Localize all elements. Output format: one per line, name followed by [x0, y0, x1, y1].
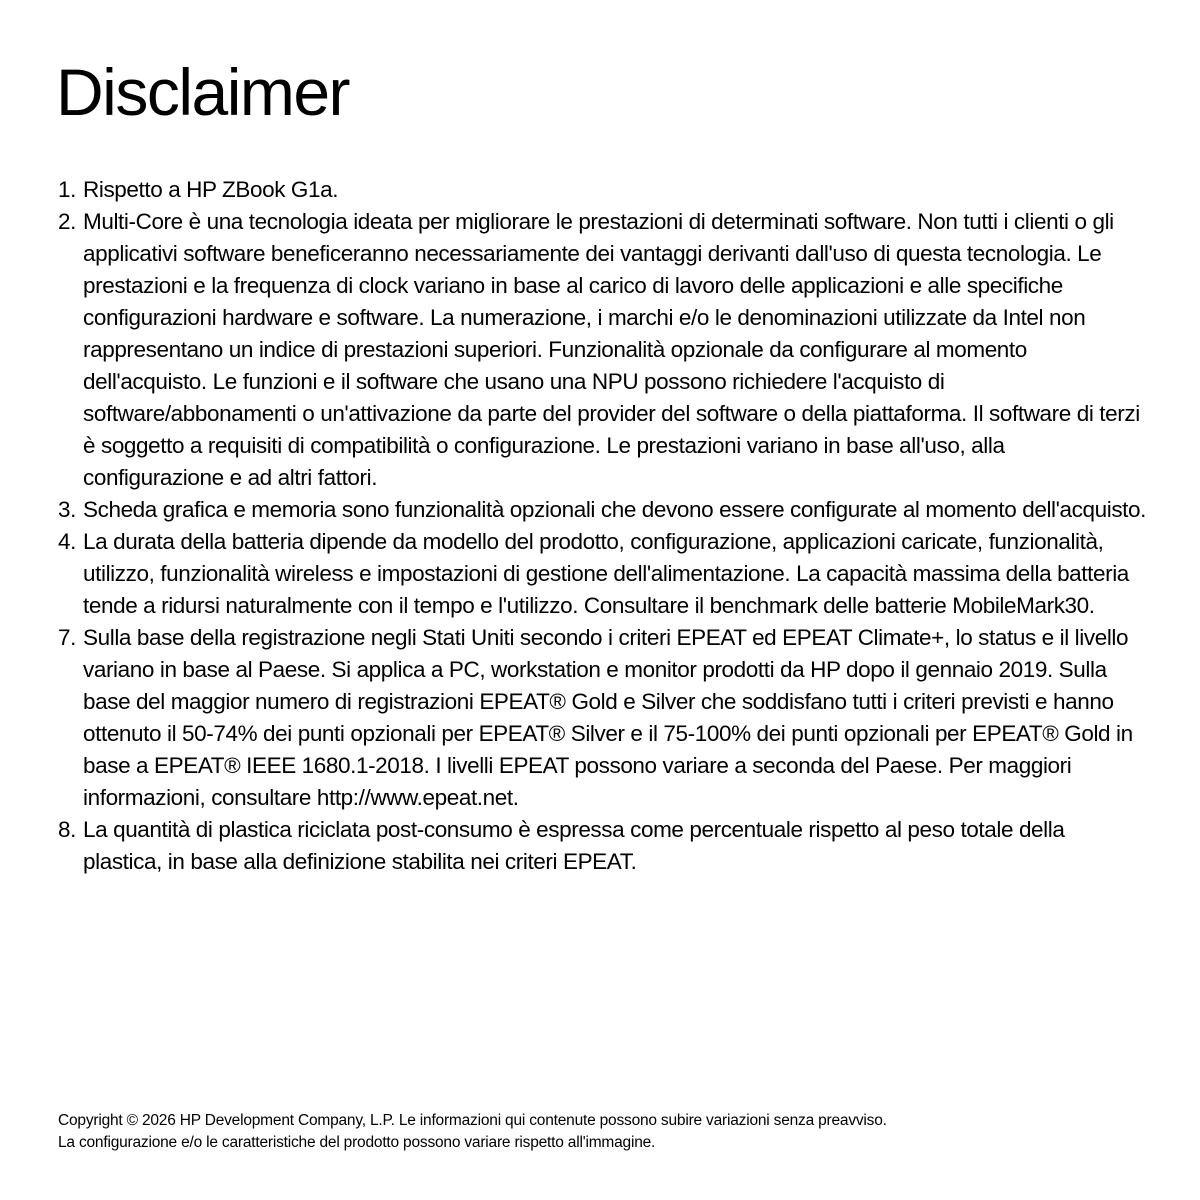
list-item — [58, 526, 1148, 622]
note-number: 1. — [58, 177, 76, 202]
image-variation-note: La configurazione e/o le caratteristiche del prodotto possono variare rispetto all'immagine. — [58, 1134, 656, 1151]
copyright-footer — [58, 1110, 1158, 1154]
note-number: 3. — [58, 497, 76, 522]
note-text: Rispetto a HP ZBook G1a. — [83, 177, 339, 202]
note-text: Multi-Core è una tecnologia ideata per migliorare le prestazioni di determinati software. Non tutti i clienti o gli applicativi software beneficeranno necessariamente dei vantaggi derivanti dall'uso di questa tecnologia. Le prestazioni e la frequenza di clock variano in base al carico di lavoro delle applicazioni e alle specifiche configurazioni hardware e software. La numerazione, i marchi e/o le denominazioni utilizzate da Intel non rappresentano un indice di prestazioni superiori. Funzionalità opzionale da configurare al momento dell'acquisto. Le funzioni e il software che usano una NPU possono richiedere l'acquisto di software/abbonamenti o un'attivazione da parte del provider del software o della piattaforma. Il software di terzi è soggetto a requisiti di compatibilità o configurazione. Le prestazioni variano in base all'uso, alla configurazione e ad altri fattori. — [83, 209, 1140, 490]
copyright-text: Copyright © 2026 HP Development Company, L.P. Le informazioni qui contenute possono subire variazioni senza preavviso. — [58, 1112, 887, 1129]
page-title: Disclaimer — [56, 55, 350, 129]
list-item — [58, 174, 1148, 206]
note-text: La durata della batteria dipende da modello del prodotto, configurazione, applicazioni caricate, funzionalità, utilizzo, funzionalità wireless e impostazioni di gestione dell'alimentazione. La capacità massima della batteria tende a ridursi naturalmente con il tempo e l'utilizzo. Consultare il benchmark delle batterie MobileMark30. — [83, 529, 1129, 618]
list-item — [58, 814, 1148, 878]
note-text: Scheda grafica e memoria sono funzionalità opzionali che devono essere configurate al momento dell'acquisto. — [83, 497, 1147, 522]
note-number: 2. — [58, 209, 76, 234]
disclaimer-list — [58, 174, 1148, 878]
note-text: La quantità di plastica riciclata post-consumo è espressa come percentuale rispetto al peso totale della plastica, in base alla definizione stabilita nei criteri EPEAT. — [83, 817, 1065, 874]
list-item — [58, 206, 1148, 494]
note-number: 4. — [58, 529, 76, 554]
note-number: 7. — [58, 625, 76, 650]
list-item — [58, 494, 1148, 526]
list-item — [58, 622, 1148, 814]
note-text: Sulla base della registrazione negli Stati Uniti secondo i criteri EPEAT ed EPEAT Climate+, lo status e il livello variano in base al Paese. Si applica a PC, workstation e monitor prodotti da HP dopo il gennaio 2019. Sulla base del maggior numero di registrazioni EPEAT® Gold e Silver che soddisfano tutti i criteri previsti e hanno ottenuto il 50-74% dei punti opzionali per EPEAT® Silver e il 75-100% dei punti opzionali per EPEAT® Gold in base a EPEAT® IEEE 1680.1-2018. I livelli EPEAT possono variare a seconda del Paese. Per maggiori informazioni, consultare http://www.epeat.net. — [83, 625, 1133, 810]
note-number: 8. — [58, 817, 76, 842]
